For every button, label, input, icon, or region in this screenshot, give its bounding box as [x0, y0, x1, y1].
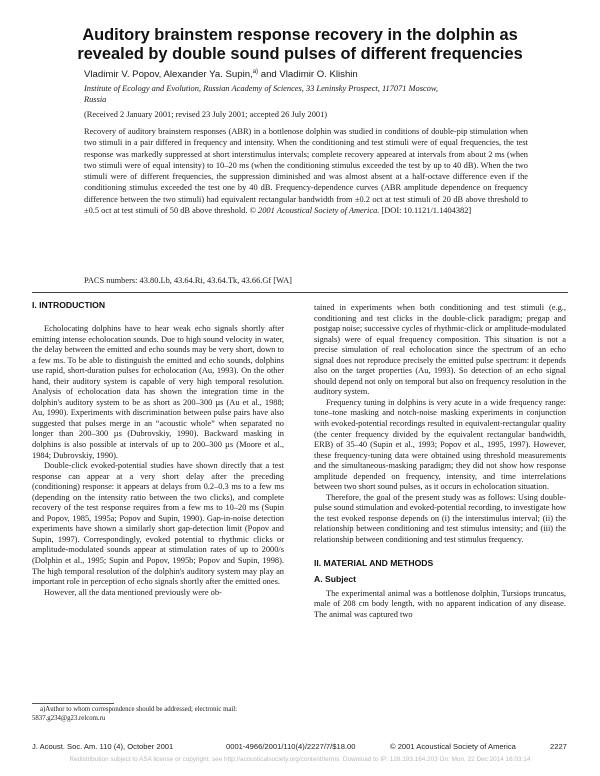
paper-title	[40, 26, 560, 64]
paragraph: Echolocating dolphins have to hear weak echo signals shortly after emitting intense echolocation sounds. Due to high sound velocity in water, the delay between the emitted and echo sounds may be very short, down to a few ms. To be able to distinguish the emitted and echo sounds, dolphins use rapid, short-duration pulses for echolocation (Au, 1993). On the other hand, their auditory system is capable of very high temporal resolution. Analysis of echolocation data has shown the integration time in the dolphin's auditory system to be as short as 200–300 µs (Au et al., 1988; Au, 1990). Experiments with discrimination between pulse pairs have also suggested that pulses merge in an “acoustic whole” when separated no longer than 200–300 µs (Dubrovskiy, 1990). Backward masking in dolphins is also possible at intervals of up to 200–300 µs (Moore et al., 1984; Dubrovskiy, 1990).	[32, 324, 284, 460]
paragraph: However, all the data mentioned previously were ob-	[44, 587, 222, 597]
author-list	[84, 69, 358, 80]
abstract-doi[interactable]: [DOI: 10.1121/1.1404382]	[381, 206, 472, 216]
redistribution-notice: Redistribution subject to ASA license or copyright; see http://acousticalsociety.org/content/terms. Download to IP: 128.193.164.203 On: Mon, 22 Dec 2014 16:03:14	[69, 756, 531, 763]
page-number: 2227	[550, 742, 567, 751]
footer-code: 0001-4966/2001/110(4)/2227/7/$18.00	[226, 742, 356, 751]
pacs-numbers: PACS numbers: 43.80.Lb, 43.64.Ri, 43.64.Tk, 43.66.Gf [WA]	[84, 276, 292, 285]
title-line-1: Auditory brainstem response recovery in the dolphin as	[82, 26, 518, 44]
footer-journal: J. Acoust. Soc. Am. 110 (4), October 2001	[32, 742, 174, 751]
paragraph: Therefore, the goal of the present study was as follows: Using double-pulse sound stimulation and evoked-potential recording, to investigate how the test evoked response depends on (i) the interstimulus interval; (ii) the relationship between conditioning and test stimulus intensity; and (iii) the relationship between conditioning and test stimulus frequency.	[314, 492, 566, 545]
paragraph: Double-click evoked-potential studies have shown directly that a test response can appear at a very short delay after the preceding (conditioning) response: it appears at delays from 0.2–0.3 ms to a few ms (depending on the intensity ratio between the two clicks), and complete recovery of the test response requires from a few ms to 10–20 ms (Supin and Popov, 1985, 1995a; Popov and Supin, 1990). Gap-in-noise detection experiments have shown a similarly short gap-detection limit (Popov and Supin, 1997). Correspondingly, evoked potential to rhythmic clicks or amplitude-modulated sounds appear at stimulation rates of up to 2000/s (Dolphin et al., 1995; Supin and Popov, 1995b; Popov and Supin, 1998). The high temporal resolution of the dolphin's auditory system may play an important role in perception of echo signals shortly after the emitted ones.	[32, 461, 284, 587]
header-divider	[32, 292, 568, 293]
abstract	[84, 126, 528, 216]
affiliation-line-2: Russia	[84, 95, 107, 104]
authors-tail: and Vladimir O. Klishin	[258, 69, 358, 81]
footnote	[32, 706, 282, 723]
received-dates: (Received 2 January 2001; revised 23 July 2001; accepted 26 July 2001)	[84, 110, 328, 119]
abstract-copyright: © 2001 Acoustical Society of America.	[249, 206, 380, 216]
paragraph: The experimental animal was a bottlenose dolphin, Tursiops truncatus, male of 208 cm body length, with no apparent indication of any disease. The animal was captured two	[314, 588, 566, 619]
paragraph: tained in experiments when both conditioning and test stimuli (e.g., conditioning and test clicks in the double-click paradigm; pregap and postgap noise; successive cycles of rhythmic-click or amplitude-modulated signals) were of equal frequency composition. This situation is not a precise simulation of real echolocation since the spectrum of an echo signal does not reproduce precisely the emitted pulse spectrum: it depends also on the target properties (Au, 1993). So detection of an echo signal should depend not only on temporal but also on frequency resolution in the auditory system.	[314, 303, 566, 397]
paragraph: Frequency tuning in dolphins is very acute in a wide frequency range: tone–tone masking and notch-noise masking experiments in conjunction with evoked-potential recordings resulted in equivalent-rectangular quality (the center frequency divided by the equivalent rectangular bandwidth, ERB) of 35–40 (Supin et al., 1993; Popov et al., 1995, 1997). However, these frequency-tuning data were obtained using threshold measurements and the simultaneous-masking paradigm; they did not show how response amplitude depended on frequency, intensity, and time interrelations between two short sound pulses, as it occurs in echolocation situation.	[314, 397, 566, 492]
right-column	[314, 303, 566, 620]
title-line-2: revealed by double sound pulses of different frequencies	[77, 45, 523, 63]
author-footnote-marker: a)	[252, 69, 259, 75]
subsection-heading-subject: A. Subject	[314, 574, 357, 585]
section-heading-methods: II. MATERIAL AND METHODS	[314, 557, 434, 568]
authors-text: Vladimir V. Popov, Alexander Ya. Supin,	[84, 69, 253, 81]
footnote-divider	[32, 703, 114, 704]
affiliation-line-1: Institute of Ecology and Evolution, Russian Academy of Sciences, 33 Leninsky Prospect, 117071 Moscow,	[84, 84, 438, 93]
footnote-text: a)Author to whom correspondence should be addressed; electronic mail: 5837.g234@g23.relcom.ru	[32, 706, 238, 722]
section-heading-introduction: I. INTRODUCTION	[32, 300, 106, 310]
footer-copyright: © 2001 Acoustical Society of America	[390, 742, 516, 751]
abstract-text: Recovery of auditory brainstem responses (ABR) in a bottlenose dolphin was studied in conditions of double-pip stimulation when two stimuli in a pair differed in frequency and intensity. When the conditioning and test stimuli were of equal frequencies, the test response was markedly suppressed at short interstimulus intervals; complete recovery appeared at intervals from about 2 ms (when two stimuli were of equal intensity) to 10–20 ms (when the conditioning stimulus exceeded the test by up to 40 dB). When the two stimuli were of different frequencies, the suppression diminished and was almost absent at a half-octave difference even if the conditioning stimulus exceeded the test one by 40 dB. Frequency-dependence curves (ABR amplitude dependence on frequency difference between the two stimuli) had equivalent rectangular bandwidth from ±0.2 oct at test stimuli of 20 dB above threshold to ±0.5 oct at test stimuli of 50 dB above threshold.	[84, 127, 528, 216]
left-column	[32, 324, 284, 598]
affiliation	[84, 83, 524, 105]
